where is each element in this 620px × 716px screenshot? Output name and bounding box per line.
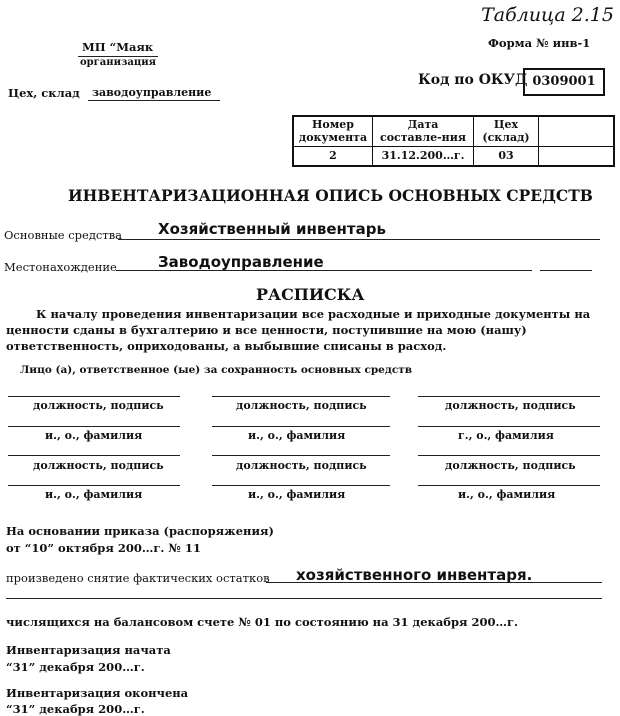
sig-position-6: должность, подпись	[445, 459, 576, 472]
order-line-2: от “10” октября 200…г. № 11	[6, 541, 201, 555]
header-doc-number: Номер документа	[293, 116, 373, 146]
okud-code: 0309001	[523, 68, 605, 96]
order-line-1: На основании приказа (распоряжения)	[6, 524, 274, 538]
sig-name-6: и., о., фамилия	[458, 488, 556, 501]
location-value: Заводоуправление	[158, 253, 324, 271]
removal-value: хозяйственного инвентаря.	[296, 566, 533, 584]
cell-doc-number: 2	[293, 146, 373, 166]
form-number: Форма № инв-1	[488, 36, 591, 50]
sig-name-2: и., о., фамилия	[248, 429, 346, 442]
sig-position-5: должность, подпись	[236, 459, 367, 472]
header-doc-date: Дата составле-ния	[373, 116, 474, 146]
cell-doc-date: 31.12.200…г.	[373, 146, 474, 166]
sig-name-5: и., о., фамилия	[248, 488, 346, 501]
receipt-text: К началу проведения инвентаризации все расходные и приходные документы на ценности сданы в бухгалтерию и все ценности, поступившие на мою (нашу) ответственность, оприходованы, а выбывшие списаны в расход.	[6, 307, 591, 353]
fixed-assets-value: Хозяйственный инвентарь	[158, 220, 386, 238]
shop-value: заводоуправление	[92, 86, 212, 99]
shop-label: Цех, склад	[8, 86, 80, 100]
organization-caption: организация	[80, 57, 157, 68]
sig-name-3: г., о., фамилия	[458, 429, 554, 442]
inv-start-date: “31” декабря 200…г.	[6, 660, 145, 674]
sig-position-1: должность, подпись	[33, 399, 164, 412]
inv-end-label: Инвентаризация окончена	[6, 686, 189, 700]
document-title: ИНВЕНТАРИЗАЦИОННАЯ ОПИСЬ ОСНОВНЫХ СРЕДСТВ	[68, 186, 593, 205]
sig-position-3: должность, подпись	[445, 399, 576, 412]
cell-empty	[539, 146, 615, 166]
receipt-title: РАСПИСКА	[256, 285, 365, 304]
location-label: Местонахождение	[4, 260, 117, 274]
responsible-label: Лицо (а), ответственное (ые) за сохранность основных средств	[20, 364, 413, 376]
document-table	[292, 115, 615, 167]
sig-position-4: должность, подпись	[33, 459, 164, 472]
sig-name-4: и., о., фамилия	[45, 488, 143, 501]
inv-end-date: “31” декабря 200…г.	[6, 702, 145, 716]
cell-shop: 03	[474, 146, 539, 166]
header-shop: Цех (склад)	[474, 116, 539, 146]
organization-name: МП “Маяк	[82, 40, 154, 54]
sig-position-2: должность, подпись	[236, 399, 367, 412]
sig-name-1: и., о., фамилия	[45, 429, 143, 442]
header-empty	[539, 116, 615, 146]
removal-label: произведено снятие фактических остатков	[6, 571, 270, 585]
inv-start-label: Инвентаризация начата	[6, 643, 171, 657]
balance-text: числящихся на балансовом счете № 01 по состоянию на 31 декабря 200…г.	[6, 615, 519, 629]
table-number: Таблица 2.15	[481, 4, 614, 26]
okud-label: Код по ОКУД	[418, 72, 528, 88]
fixed-assets-label: Основные средства	[4, 228, 123, 242]
